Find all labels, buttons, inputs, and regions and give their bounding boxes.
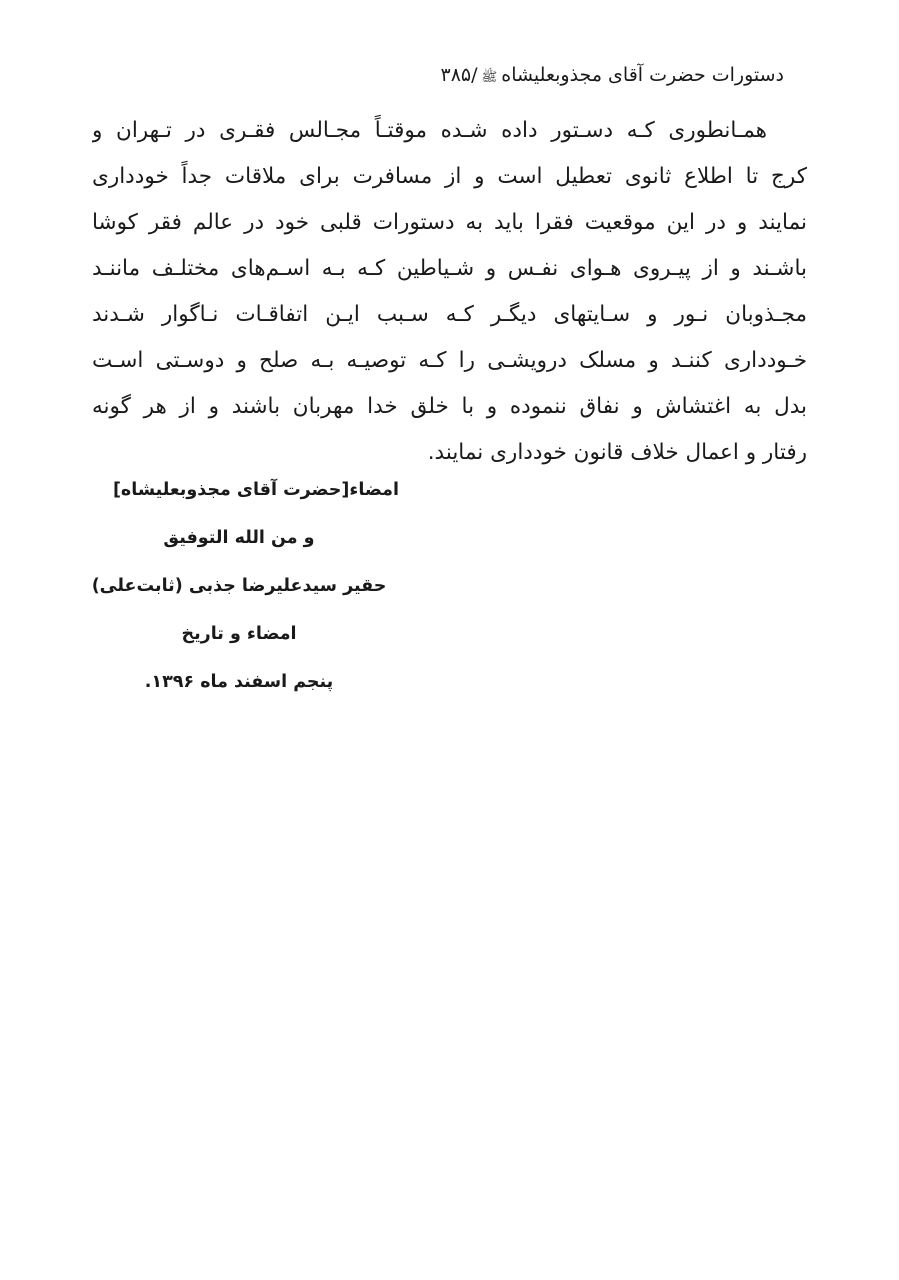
body-line: مجـذوبان نـور و سـایتهای دیگـر کـه سـبب ایـن اتفاقـات نـاگوار شـدند	[92, 302, 807, 327]
body-line: باشـند و از پیـروی هـوای نفـس و شـیاطین کـه بـه اسـم‌های مختلـف ماننـد	[92, 256, 807, 281]
body-line: بدل به اغتشاش و نفاق ننموده و با خلق خدا مهربان باشند و از هر گونه	[92, 394, 807, 419]
sign-date-label: امضاء و تاریخ	[181, 624, 297, 644]
body-line: کرج تا اطلاع ثانوی تعطیل است و از مسافرت برای ملاقات جداً خودداری	[92, 164, 807, 189]
running-header	[104, 60, 784, 93]
page-number: /۳۸۵	[440, 64, 478, 86]
body-line: همـانطوری کـه دسـتور داده شـده موقتـاً مجـالس فقـری در تـهران و	[92, 118, 767, 143]
header-title: دستورات حضرت آقای مجذوبعلیشاه	[501, 64, 784, 86]
body-line: نمایند و در این موقعیت فقرا باید به دستورات قلبی خود در عالم فقر کوشا	[92, 210, 807, 235]
body-paragraph	[92, 108, 807, 476]
honorific-glyph: ﷺ	[481, 70, 498, 85]
document-date: پنجم اسفند ماه ۱۳۹۶.	[144, 672, 334, 692]
author-name: حقیر سیدعلیرضا جذبی (ثابت‌علی)	[91, 576, 387, 596]
body-line: رفتار و اعمال خلاف قانون خودداری نمایند.	[427, 440, 807, 465]
closing-phrase: و من الله التوفیق	[163, 528, 315, 548]
body-line: خـودداری کننـد و مسلک درویشـی را کـه توصیـه بـه صلح و دوسـتی اسـت	[92, 348, 807, 373]
signature-block	[89, 466, 399, 706]
signed-by: امضاء[حضرت آقای مجذوبعلیشاه]	[112, 480, 399, 500]
